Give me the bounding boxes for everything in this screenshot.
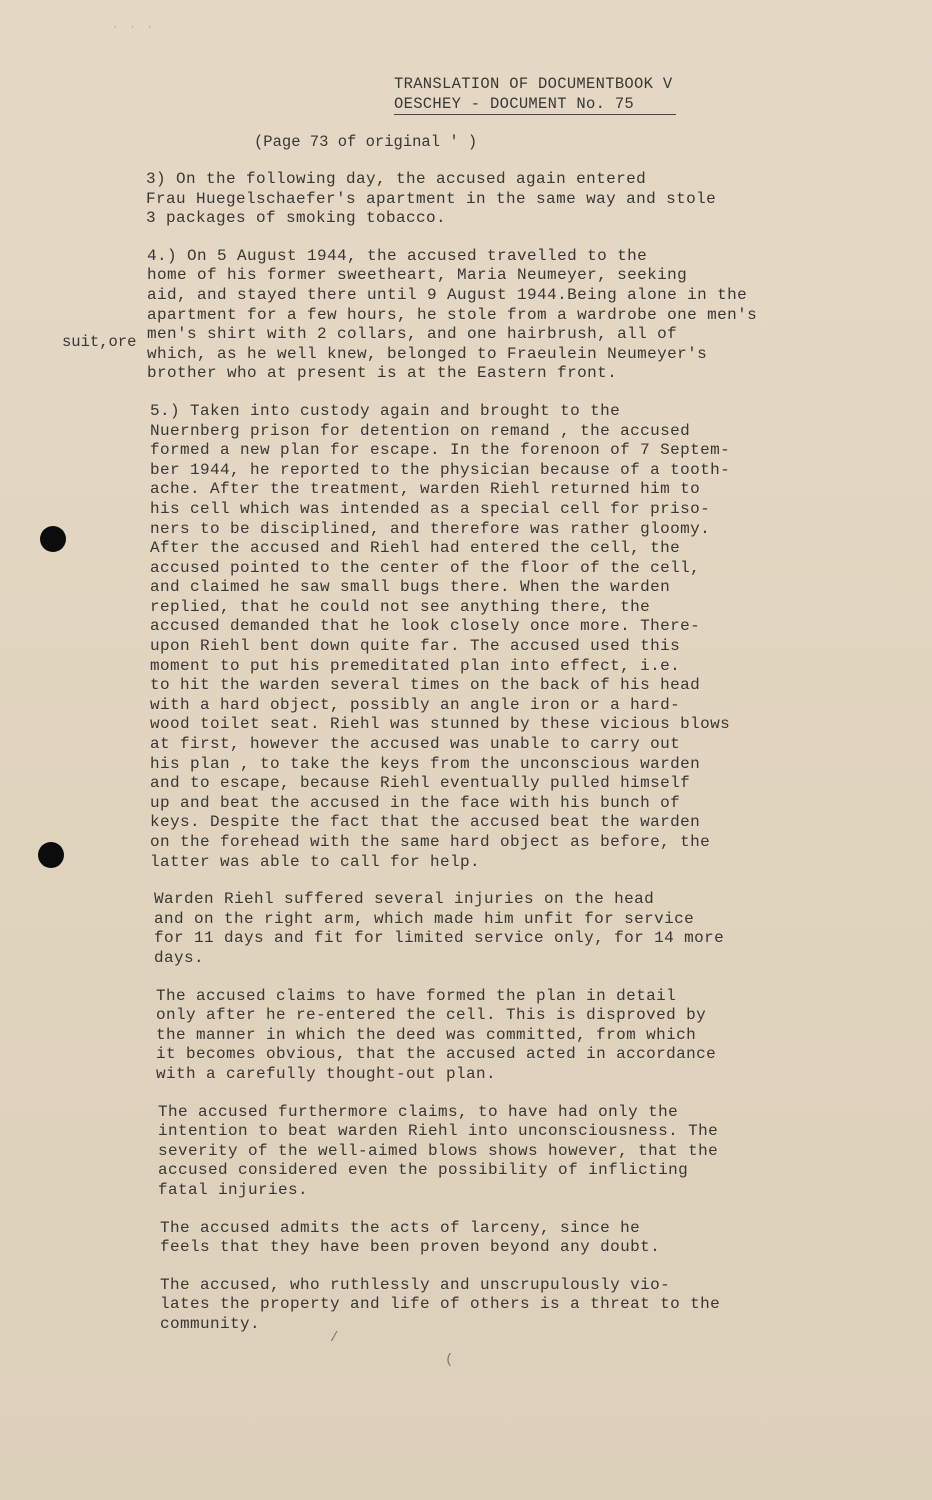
header-document-number: OESCHEY - DOCUMENT No. 75 bbox=[394, 94, 676, 115]
document-header bbox=[394, 74, 676, 115]
margin-note: suit,ore bbox=[62, 333, 137, 351]
document-body bbox=[146, 170, 846, 1352]
punch-hole-top bbox=[40, 526, 66, 552]
paragraph-4: 4.) On 5 August 1944, the accused travelled to the home of his former sweetheart, Maria Neumeyer, seeking aid, and stayed there until 9 August 1944.Being alone in the apartment for a few hours, he stole from a wardrobe one men's men's shirt with 2 collars, and one hairbrush, all of which, as he well knew, belonged to Fraeulein Neumeyer's brother who at present is at the Eastern front. bbox=[147, 246, 758, 383]
paragraph-injuries: Warden Riehl suffered several injuries on the head and on the right arm, which made him unfit for service for 11 days and fit for limited service only, for 14 more days. bbox=[154, 890, 725, 967]
page-reference: (Page 73 of original ' ) bbox=[254, 133, 478, 151]
paragraph-3: 3) On the following day, the accused again entered Frau Huegelschaefer's apartment in the same way and stole 3 packages of smoking tobacco. bbox=[146, 170, 717, 228]
paragraph-plan-claim: The accused claims to have formed the plan in detail only after he re-entered the cell. This is disproved by the manner in which the deed was committed, from which it becomes obvious, that the accused acted in accordance with a carefully thought-out plan. bbox=[156, 986, 717, 1083]
pencil-tick: ( bbox=[445, 1352, 454, 1368]
paragraph-threat: The accused, who ruthlessly and unscrupulously vio- lates the property and life of others is a threat to the community. bbox=[160, 1275, 721, 1333]
paragraph-intention-claim: The accused furthermore claims, to have had only the intention to beat warden Riehl into unconsciousness. The severity of the well-aimed blows shows however, that the accused considered even the possibility of inflicting fatal injuries. bbox=[158, 1102, 719, 1199]
paragraph-larceny: The accused admits the acts of larceny, since he feels that they have been proven beyond any doubt. bbox=[160, 1218, 661, 1257]
pencil-mark: · · · bbox=[112, 22, 156, 34]
punch-hole-bottom bbox=[38, 842, 64, 868]
paragraph-5: 5.) Taken into custody again and brought to the Nuernberg prison for detention on remand , the accused formed a new plan for escape. In the forenoon of 7 Septem- ber 1944, he reported to the physician because of a tooth- ache. After the treatment, warden Riehl returned him to his cell which was intended as a special cell for priso- ners to be disciplined, and therefore was rather gloomy. After the accused and Riehl had entered the cell, the accused pointed to the center of the floor of the cell, and claimed he saw small bugs there. When the warden replied, that he could not see anything there, the accused demanded that he look closely once more. There- upon Riehl bent down quite far. The accused used this moment to put his premeditated plan into effect, i.e. to hit the warden several times on the back of his head with a hard object, possibly an angle iron or a hard- wood toilet seat. Riehl was stunned by these vicious blows at first, however the accused was unable to carry out his plan , to take the keys from the unconscious warden and to escape, because Riehl eventually pulled himself up and beat the accused in the face with his bunch of keys. Despite the fact that the accused beat the warden on the forehead with the same hard object as before, the latter was able to call for help. bbox=[150, 401, 731, 871]
pencil-tick: / bbox=[330, 1330, 339, 1346]
header-title: TRANSLATION OF DOCUMENTBOOK V bbox=[394, 75, 673, 93]
